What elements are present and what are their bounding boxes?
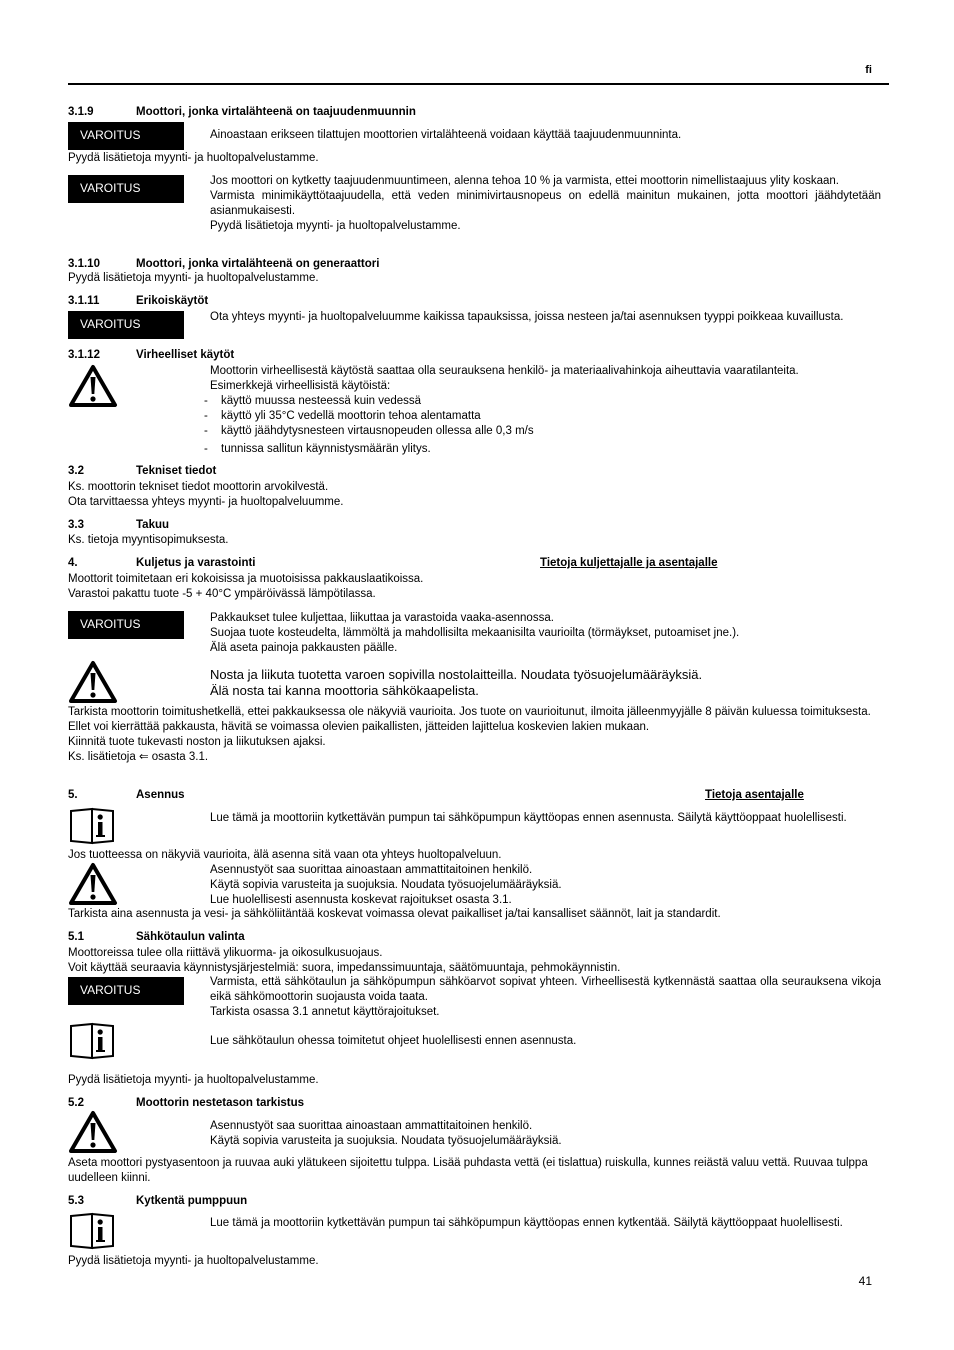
paragraph: Moottoreissa tulee olla riittävä ylikuorma- ja oikosulkusuojaus. Voit käyttää seuraavia käynnistysjärjestelmiä: suora, impedanssimuuntaja, säätömuuntaja, pehmokäynnistin. [68, 947, 621, 974]
paragraph: Jos tuotteessa on näkyviä vaurioita, älä asenna sitä vaan ota yhteys huoltopalveluun. [68, 849, 502, 861]
heading-5-1: 5.1 Sähkötaulun valinta [68, 931, 245, 943]
warning-label: VAROITUS [68, 311, 184, 339]
manual-info-icon [68, 1210, 116, 1250]
danger-text: Nosta ja liikuta tuotetta varoen sopivilla nostolaitteilla. Noudata työsuojelumääräyksiä. Älä nosta tai kanna moottoria sähkökaapelista. [210, 667, 703, 698]
paragraph: Moottorin virheellisestä käytöstä saattaa olla seurauksena henkilö- ja materiaalivahinkoja aiheuttavia vaaratilanteita. Esimerkkejä virheellisistä käytöistä: [210, 365, 799, 392]
list-item: - käyttö muussa nesteessä kuin vedessä [204, 394, 534, 409]
heading-3-3: 3.3 Takuu [68, 519, 170, 531]
warning-text: Ainoastaan erikseen tilattujen moottorien virtalähteenä voidaan käyttää taajuudenmuunninta. [210, 129, 682, 141]
info-text: Lue tämä ja moottoriin kytkettävän pumpun tai sähköpumpun käyttöopas ennen asennusta. Säilytä käyttöoppaat huolellisesti. [210, 812, 847, 824]
manual-info-icon [68, 1020, 116, 1060]
danger-icon [68, 862, 118, 906]
paragraph: Tarkista moottorin toimitushetkellä, ettei pakkauksessa ole näkyviä vaurioita. Jos tuote on vaurioitunut, ilmoita jälleenmyyjälle 8 päivän kuluessa toimituksesta. Ellet voi kierrättää pakkausta, hävitä se voimassa olevien paikallisten, jätteiden lajittelua koskevien lakien mukaan. Kiinnitä tuote tukevasti noston ja liikutuksen ajaksi. Ks. lisätietoja ⇐ osasta 3.1. [68, 706, 871, 763]
heading-3-1-9: 3.1.9 Moottori, jonka virtalähteenä on taajuudenmuunnin [68, 106, 416, 118]
heading-3-2: 3.2 Tekniset tiedot [68, 465, 217, 477]
heading-4: 4. Kuljetus ja varastointi [68, 557, 256, 569]
header-rule [68, 83, 889, 85]
paragraph: Aseta moottori pystyasentoon ja ruuvaa auki ylätukeen sijoitettu tulppa. Lisää puhdasta vettä (ei tislattua) ruiskulla, kunnes reiästä valuu vettä. Ruuvaa tulppa uudelleen kiinni. [68, 1157, 868, 1184]
paragraph: Tarkista aina asennusta ja vesi- ja sähköliitäntää koskevat voimassa olevat paikalliset ja/tai kansalliset säännöt, lait ja standardit. [68, 908, 721, 920]
paragraph: Ks. moottorin tekniset tiedot moottorin arvokilvestä. Ota tarvittaessa yhteys myynti- ja huoltopalveluumme. [68, 481, 344, 508]
warning-text: Varmista, että sähkötaulun ja sähköpumpun sähköarvot sopivat yhteen. Virheellisestä kytkennästä saattaa olla seurauksena vikoja eikä sähkömoottorin suojausta voida taata. Tarkista osassa 3.1 annetut käyttörajoitukset. [210, 976, 881, 1018]
paragraph: Pyydä lisätietoja myynti- ja huoltopalvelustamme. [68, 272, 319, 284]
warning-label: VAROITUS [68, 175, 184, 203]
list-item: - tunnissa sallitun käynnistysmäärän ylitys. [204, 442, 534, 457]
warning-label: VAROITUS [68, 611, 184, 639]
heading-3-1-10: 3.1.10 Moottori, jonka virtalähteenä on generaattori [68, 258, 380, 270]
paragraph: Pyydä lisätietoja myynti- ja huoltopalvelustamme. [68, 152, 319, 164]
warning-label: VAROITUS [68, 977, 184, 1005]
danger-text: Asennustyöt saa suorittaa ainoastaan ammattitaitoinen henkilö. Käytä sopivia varusteita ja suojuksia. Noudata työsuojelumääräyksiä. Lue huolellisesti asennusta koskevat rajoitukset osasta 3.1. [210, 864, 562, 906]
warning-text: Jos moottori on kytketty taajuudenmuuntimeen, alenna tehoa 10 % ja varmista, ettei moottorin nimellistaajuus ylity koskaan. Varmista minimikäyttötaajuudella, että veden minimivirtausnopeus on edellä mainitun mukainen, jotta moottori jäähdytetään asianmukaisesti. Pyydä lisätietoja myynti- ja huoltopalvelustamme. [210, 175, 881, 232]
manual-info-icon [68, 805, 116, 845]
warning-text: Pakkaukset tulee kuljettaa, liikuttaa ja varastoida vaaka-asennossa. Suojaa tuote kosteudelta, lämmöltä ja mahdollisilta mekaanisilta vaurioilta (törmäykset, putoamiset jne.). Älä aseta painoja pakkausten päälle. [210, 612, 740, 654]
heading-5-3: 5.3 Kytkentä pumppuun [68, 1195, 248, 1207]
info-text: Lue tämä ja moottoriin kytkettävän pumpun tai sähköpumpun käyttöopas ennen kytkentää. Säilytä käyttöoppaat huolellisesti. [210, 1217, 843, 1229]
audience-tag: Tietoja asentajalle [705, 789, 804, 801]
heading-5-2: 5.2 Moottorin nestetason tarkistus [68, 1097, 305, 1109]
paragraph: Moottorit toimitetaan eri kokoisissa ja muotoisissa pakkauslaatikoissa. Varastoi pakattu tuote -5 + 40°C ympäröivässä lämpötilassa. [68, 573, 424, 600]
misuse-list [204, 394, 534, 457]
warning-label: VAROITUS [68, 122, 184, 150]
heading-5: 5. Asennus [68, 789, 185, 801]
info-text: Lue sähkötaulun ohessa toimitetut ohjeet huolellisesti ennen asennusta. [210, 1035, 577, 1047]
warning-text: Ota yhteys myynti- ja huoltopalveluumme kaikissa tapauksissa, joissa nesteen ja/tai asennuksen tyyppi poikkeaa kuvaillusta. [210, 311, 844, 323]
danger-icon [68, 660, 118, 704]
paragraph: Pyydä lisätietoja myynti- ja huoltopalvelustamme. [68, 1074, 319, 1086]
language-code: fi [865, 64, 872, 76]
danger-text: Asennustyöt saa suorittaa ainoastaan ammattitaitoinen henkilö. Käytä sopivia varusteita ja suojuksia. Noudata työsuojelumääräyksiä. [210, 1120, 562, 1147]
page-number: 41 [858, 1274, 872, 1288]
paragraph: Ks. tietoja myyntisopimuksesta. [68, 534, 229, 546]
audience-tag: Tietoja kuljettajalle ja asentajalle [540, 557, 718, 569]
list-item: - käyttö yli 35°C vedellä moottorin tehoa alentamatta [204, 409, 534, 424]
danger-icon [68, 364, 118, 408]
heading-3-1-11: 3.1.11 Erikoiskäytöt [68, 295, 209, 307]
heading-3-1-12: 3.1.12 Virheelliset käytöt [68, 349, 235, 361]
list-item: - käyttö jäähdytysnesteen virtausnopeuden ollessa alle 0,3 m/s [204, 424, 534, 439]
danger-icon [68, 1110, 118, 1154]
paragraph: Pyydä lisätietoja myynti- ja huoltopalvelustamme. [68, 1255, 319, 1267]
